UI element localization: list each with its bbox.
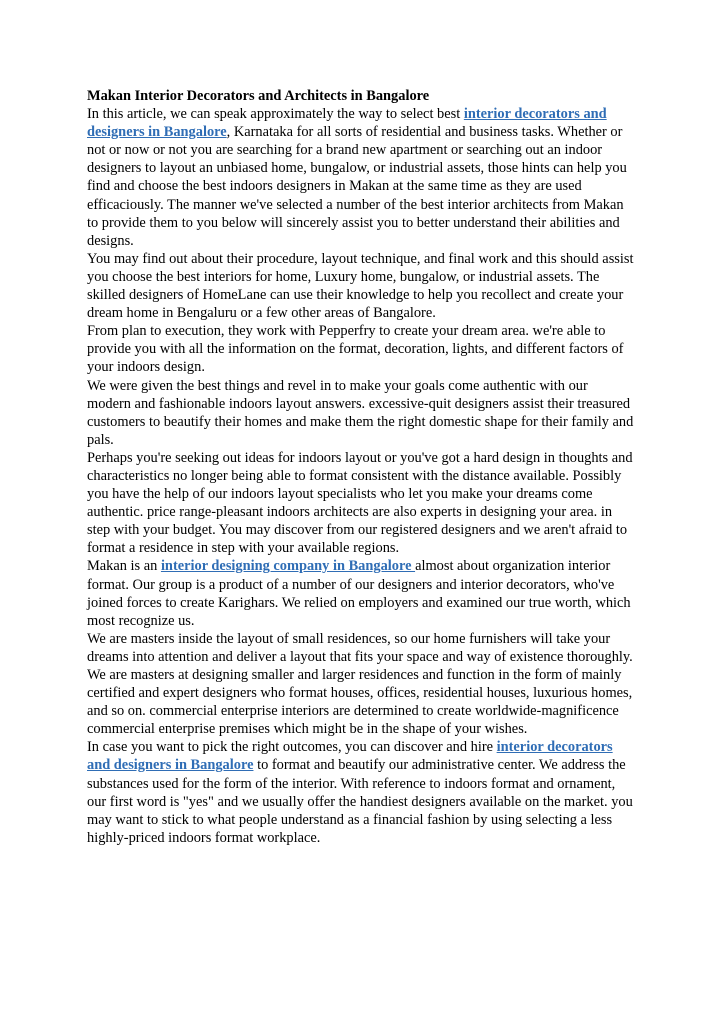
document-page [87, 87, 635, 847]
link-interior-designing-company[interactable]: interior designing company in Bangalore [160, 558, 416, 575]
paragraph-ideas: Perhaps you're seeking out ideas for indoors layout or you've got a hard design in thoughts and characteristics no longer being able to format consistent with the distance available. Possibly you have the help of our indoors layout specialists who let you make your dreams come authentic. price range-pleasant indoors architects are also experts in designing your area. in step with your budget. You may discover from our registered designers and we aren't afraid to format a residence in step with your available regions. [87, 449, 633, 557]
link-hire-interior-decorators[interactable]: interior decorators and designers in Bangalore [87, 739, 613, 774]
paragraph-text: , Karnataka for all sorts of residential and business tasks. Whether or not or now or not you are searching for a brand new apartment or searching out an indoor designers to layout an unbiased home, bungalow, or industrial assets, those hints can help you find and choose the best indoors designers in Makan at the same time as they are used efficaciously. The manner we've selected a number of the best interior architects from Makan to provide them to you below will sincerely assist you to better understand their abilities and designs. [87, 124, 627, 249]
paragraph-best-things: We were given the best things and revel in to make your goals come authentic with our modern and fashionable indoors layout answers. excessive-quit designers assist their treasured customers to beautify their homes and make them the right domestic shape for their family and pals. [87, 377, 634, 448]
paragraph-text: In this article, we can speak approximately the way to select best [87, 106, 464, 123]
paragraph-text: almost about organization interior format. Our group is a product of a number of our designers and interior decorators, who've joined forces to create Karighars. We relied on employers and examined our true worth, which most recognize us. [87, 558, 631, 629]
paragraph-text: Makan is an [87, 558, 161, 575]
paragraph-procedure: You may find out about their procedure, layout technique, and final work and this should assist you choose the best interiors for home, Luxury home, bungalow, or industrial assets. The skilled designers of HomeLane can use their knowledge to help you recollect and create your dream home in Bengaluru or a few other areas of Bangalore. [87, 250, 634, 322]
paragraph-text: to format and beautify our administrative center. We address the substances used for the form of the interior. With reference to indoors format and ornament, our first word is "yes" and we usually offer the handiest designers available on the market. you may want to stick to what people understand as a financial fashion by using selecting a less highly-priced indoors format workplace. [87, 757, 633, 846]
paragraph-plan-execution: From plan to execution, they work with Pepperfry to create your dream area. we're able to provide you with all the information on the format, decoration, lights, and different factors of your indoors design. [87, 323, 624, 376]
paragraph-intro [87, 105, 635, 250]
document-title: Makan Interior Decorators and Architects in Bangalore [87, 88, 430, 104]
paragraph-hire [87, 738, 635, 847]
paragraph-masters: We are masters inside the layout of small residences, so our home furnishers will take your dreams into attention and deliver a layout that fits your space and way of existence thoroughly. We are masters at designing smaller and larger residences and function in the form of mainly certified and expert designers who format houses, offices, residential houses, luxurious homes, and so on. commercial enterprise interiors are determined to create worldwide-magnificence commercial enterprise premises which might be in the shape of your wishes. [87, 630, 633, 738]
link-interior-decorators-designers[interactable]: interior decorators and designers in Bangalore [87, 106, 607, 141]
paragraph-text: In case you want to pick the right outcomes, you can discover and hire [87, 739, 497, 756]
paragraph-company [87, 557, 635, 629]
